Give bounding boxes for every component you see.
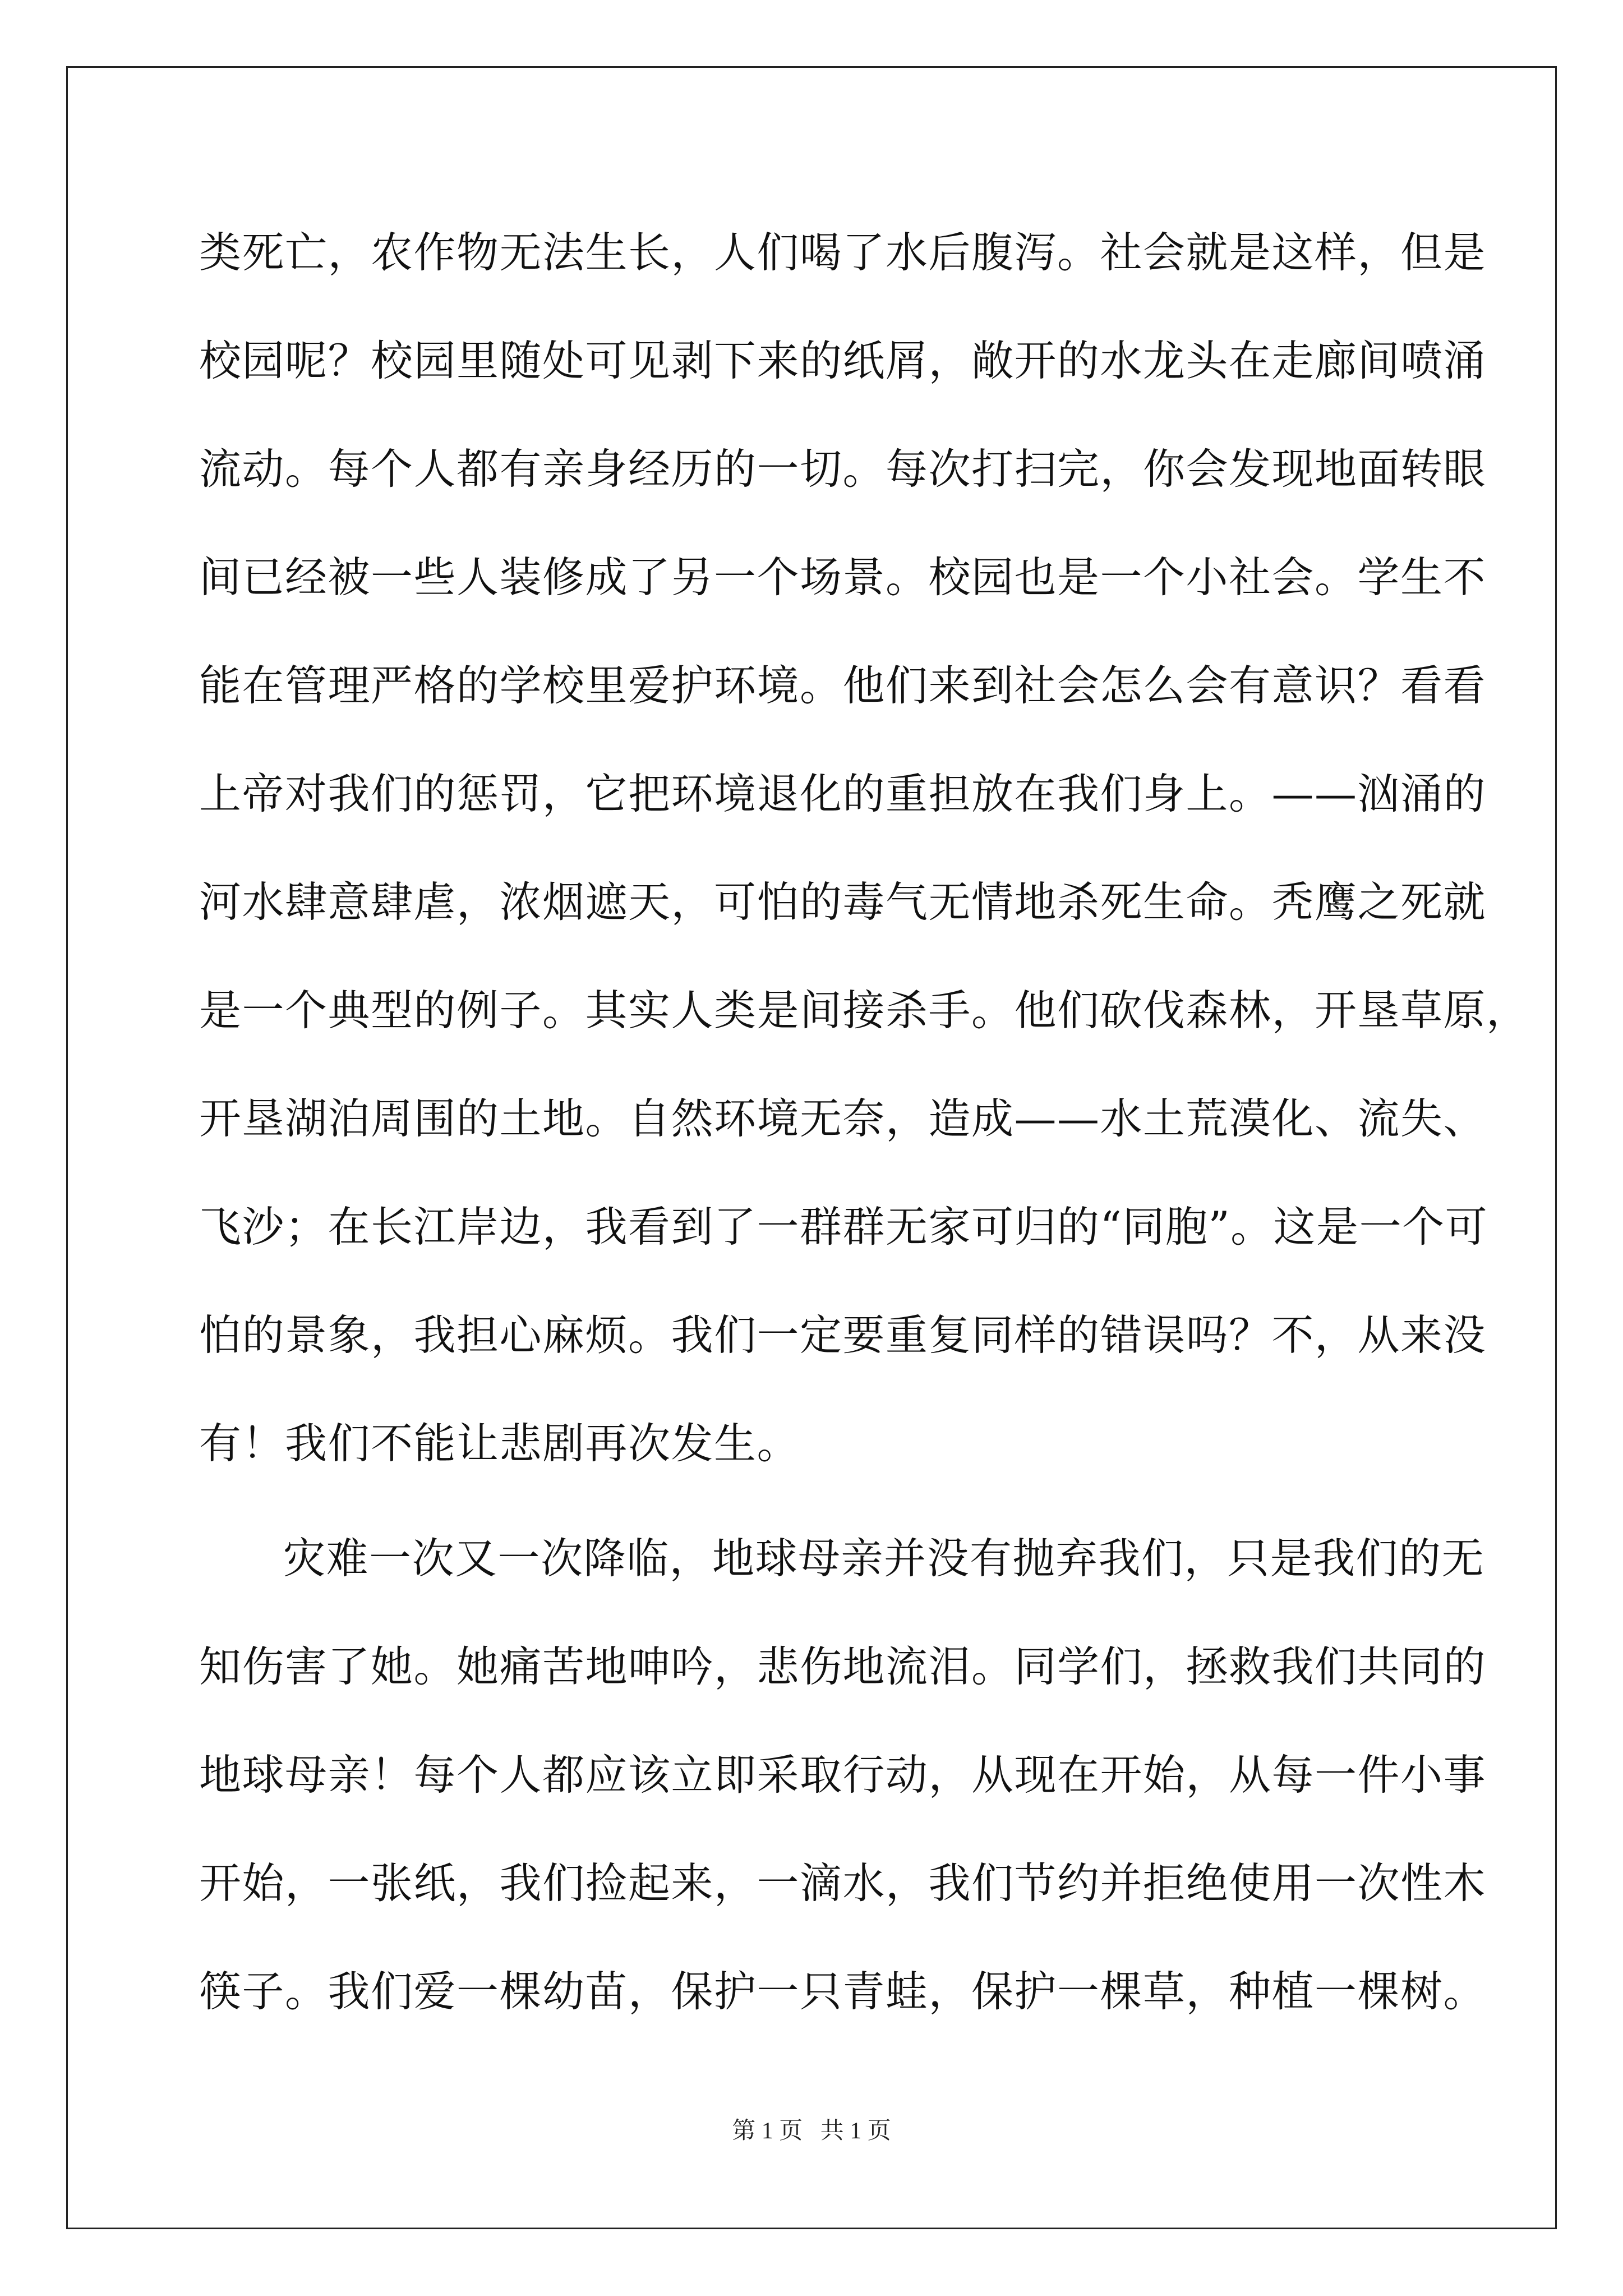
text-line: 上帝对我们的惩罚，它把环境退化的重担放在我们身上。——汹涌的: [199, 769, 1487, 818]
text-line: 开垦湖泊周围的土地。自然环境无奈，造成——水土荒漠化、流失、: [199, 1094, 1487, 1143]
text-line: 筷子。我们爱一棵幼苗，保护一只青蛙，保护一棵草，种植一棵树。: [199, 1967, 1487, 2016]
text-line: 能在管理严格的学校里爱护环境。他们来到社会怎么会有意识？看看: [199, 661, 1487, 710]
text-line: 飞沙；在长江岸边，我看到了一群群无家可归的“同胞”。这是一个可: [199, 1202, 1488, 1251]
text-line: 灾难一次又一次降临，地球母亲并没有抛弃我们，只是我们的无: [283, 1534, 1485, 1583]
text-line: 知伤害了她。她痛苦地呻吟，悲伤地流泪。同学们，拯救我们共同的: [199, 1642, 1487, 1691]
text-line: 有！我们不能让悲剧再次发生。: [199, 1419, 800, 1468]
text-line: 河水肆意肆虐，浓烟遮天，可怕的毒气无情地杀死生命。秃鹰之死就: [199, 877, 1487, 927]
page-total: 共 1 页: [820, 2118, 891, 2144]
paragraph-2: [199, 1516, 1487, 2058]
page-number: 第 1 页: [732, 2118, 803, 2144]
page-footer: [0, 2112, 1623, 2146]
text-line: 间已经被一些人装修成了另一个场景。校园也是一个小社会。学生不: [199, 553, 1487, 602]
text-line: 是一个典型的例子。其实人类是间接杀手。他们砍伐森林，开垦草原，: [199, 986, 1529, 1035]
text-line: 流动。每个人都有亲身经历的一切。每次打扫完，你会发现地面转眼: [199, 444, 1487, 494]
text-line: 校园呢？校园里随处可见剥下来的纸屑，敞开的水龙头在走廊间喷涌: [199, 336, 1487, 385]
paragraph-1: [199, 210, 1529, 1510]
text-line: 地球母亲！每个人都应该立即采取行动，从现在开始，从每一件小事: [199, 1750, 1487, 1800]
document-body: [199, 210, 1529, 2058]
text-line: 类死亡，农作物无法生长，人们喝了水后腹泻。社会就是这样，但是: [199, 228, 1487, 277]
text-line: 开始，一张纸，我们捡起来，一滴水，我们节约并拒绝使用一次性木: [199, 1858, 1487, 1908]
text-line: 怕的景象，我担心麻烦。我们一定要重复同样的错误吗？不，从来没: [199, 1310, 1487, 1360]
